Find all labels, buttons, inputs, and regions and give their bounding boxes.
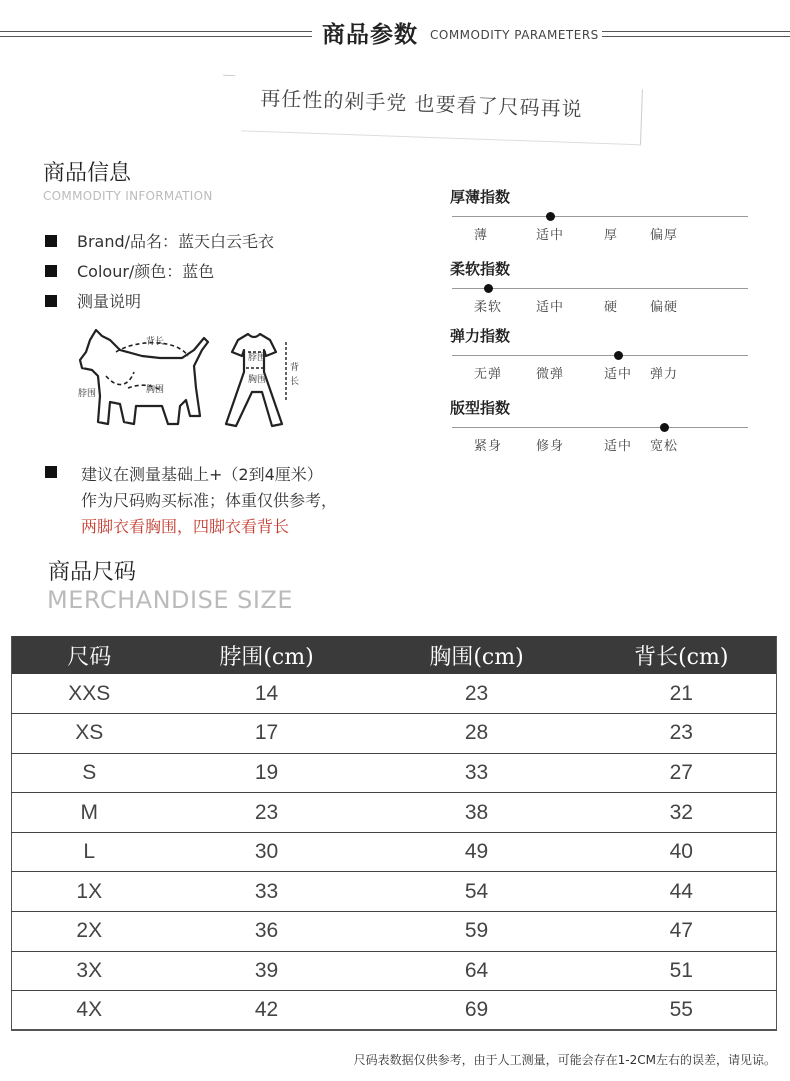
- garment-label-neck: 脖围: [248, 353, 267, 363]
- header-rule-left: [0, 31, 312, 37]
- garment-label-chest: 胸围: [248, 375, 267, 385]
- index-label: 厚薄指数: [450, 188, 511, 206]
- table-cell: M: [12, 793, 167, 833]
- table-cell: 51: [587, 951, 777, 991]
- dog-diagram-icon: [80, 330, 208, 424]
- table-cell: 42: [167, 991, 367, 1031]
- table-cell: 40: [587, 832, 777, 872]
- neck-guide: [106, 372, 134, 385]
- size-subtitle: MERCHANDISE SIZE: [47, 586, 294, 614]
- table-cell: 55: [587, 991, 777, 1031]
- table-cell: L: [12, 832, 167, 872]
- table-cell: 23: [367, 674, 587, 714]
- size-title: 商品尺码: [48, 560, 137, 585]
- table-cell: 64: [367, 951, 587, 991]
- table-cell: 23: [587, 714, 777, 754]
- advice-line-2: 作为尺码购买标准；体重仅供参考，: [81, 491, 338, 510]
- garment-label-back: [290, 361, 302, 387]
- label-neck: 脖围: [78, 389, 97, 399]
- info-subtitle: COMMODITY INFORMATION: [43, 189, 213, 203]
- table-cell: 38: [367, 793, 587, 833]
- table-cell: 44: [587, 872, 777, 912]
- header-back: 背长(cm): [587, 636, 777, 674]
- header-size: 尺码: [12, 636, 167, 674]
- index-option: 薄: [474, 228, 489, 243]
- elasticity-index: [450, 325, 750, 385]
- index-option: 紧身: [474, 439, 503, 454]
- index-bar: [452, 216, 748, 217]
- measurement-diagram: [76, 326, 336, 436]
- index-option: 修身: [536, 439, 565, 454]
- index-bar: [452, 427, 748, 428]
- index-bar: [452, 288, 748, 289]
- table-cell: 30: [167, 832, 367, 872]
- table-row: [12, 674, 777, 714]
- index-bar: [452, 355, 748, 356]
- table-cell: 4X: [12, 991, 167, 1031]
- table-cell: 49: [367, 832, 587, 872]
- table-cell: 2X: [12, 912, 167, 952]
- index-option: 适中: [604, 367, 633, 382]
- table-cell: 21: [587, 674, 777, 714]
- section-header: [0, 14, 790, 50]
- table-cell: 23: [167, 793, 367, 833]
- index-label: 版型指数: [450, 399, 511, 417]
- index-option: 硬: [604, 300, 619, 315]
- table-cell: 19: [167, 753, 367, 793]
- table-row: [12, 872, 777, 912]
- header-rule-right: [602, 31, 790, 37]
- table-row: [12, 991, 777, 1031]
- index-option: 宽松: [650, 439, 679, 454]
- index-option: 偏硬: [650, 300, 679, 315]
- bullet-square-icon: [45, 466, 57, 478]
- table-header-row: [12, 636, 777, 674]
- index-marker: [614, 351, 623, 360]
- slogan-banner: [221, 75, 643, 150]
- table-cell: 17: [167, 714, 367, 754]
- table-cell: 36: [167, 912, 367, 952]
- table-cell: 1X: [12, 872, 167, 912]
- index-marker: [484, 284, 493, 293]
- table-cell: XXS: [12, 674, 167, 714]
- index-option: 厚: [604, 228, 619, 243]
- table-cell: XS: [12, 714, 167, 754]
- info-title: 商品信息: [43, 161, 132, 186]
- table-row: [12, 714, 777, 754]
- table-row: [12, 753, 777, 793]
- table-cell: 32: [587, 793, 777, 833]
- table-cell: 14: [167, 674, 367, 714]
- index-option: 微弹: [536, 367, 565, 382]
- table-row: [12, 832, 777, 872]
- index-option: 适中: [536, 228, 565, 243]
- colour-row: [45, 259, 214, 282]
- fit-index: [450, 397, 750, 457]
- table-cell: 33: [367, 753, 587, 793]
- advice-line-1: 建议在测量基础上+（2到4厘米）: [81, 465, 323, 484]
- table-row: [12, 951, 777, 991]
- table-cell: 59: [367, 912, 587, 952]
- table-cell: 3X: [12, 951, 167, 991]
- header-title: 商品参数: [322, 22, 418, 48]
- measure-text: 测量说明: [77, 292, 142, 311]
- header-subtitle: COMMODITY PARAMETERS: [430, 28, 599, 42]
- bullet-square-icon: [45, 235, 57, 247]
- table-cell: 28: [367, 714, 587, 754]
- index-label: 柔软指数: [450, 260, 511, 278]
- header-chest: 胸围(cm): [367, 636, 587, 674]
- index-marker: [660, 423, 669, 432]
- table-cell: 33: [167, 872, 367, 912]
- garment-label-back-1: 背: [290, 363, 300, 373]
- header-neck: 脖围(cm): [167, 636, 367, 674]
- brand-text: Brand/品名：蓝天白云毛衣: [77, 232, 275, 251]
- label-back: 背长: [146, 337, 165, 347]
- index-option: 无弹: [474, 367, 503, 382]
- table-cell: 47: [587, 912, 777, 952]
- footnote: 尺码表数据仅供参考，由于人工测量，可能会存在1-2CM左右的误差，请见谅。: [353, 1053, 776, 1067]
- bullet-square-icon: [45, 295, 57, 307]
- index-marker: [546, 212, 555, 221]
- table-cell: S: [12, 753, 167, 793]
- brand-row: [45, 229, 274, 252]
- size-table: [11, 636, 777, 1031]
- index-option: 适中: [604, 439, 633, 454]
- colour-text: Colour/颜色：蓝色: [77, 262, 215, 281]
- index-option: 弹力: [650, 367, 679, 382]
- table-row: [12, 912, 777, 952]
- slogan-text: 再任性的剁手党 也要看了尺码再说: [259, 86, 583, 122]
- index-option: 偏厚: [650, 228, 679, 243]
- softness-index: [450, 258, 750, 318]
- table-cell: 54: [367, 872, 587, 912]
- table-cell: 69: [367, 991, 587, 1031]
- size-table-body: [12, 674, 777, 1030]
- garment-label-back-2: 长: [290, 377, 300, 387]
- measure-row: [45, 289, 141, 312]
- index-option: 适中: [536, 300, 565, 315]
- label-chest: 胸围: [146, 385, 165, 395]
- thickness-index: [450, 186, 750, 246]
- index-label: 弹力指数: [450, 327, 511, 345]
- table-cell: 39: [167, 951, 367, 991]
- advice-line-3: 两脚衣看胸围，四脚衣看背长: [81, 517, 290, 536]
- bullet-square-icon: [45, 265, 57, 277]
- table-cell: 27: [587, 753, 777, 793]
- index-option: 柔软: [474, 300, 503, 315]
- table-row: [12, 793, 777, 833]
